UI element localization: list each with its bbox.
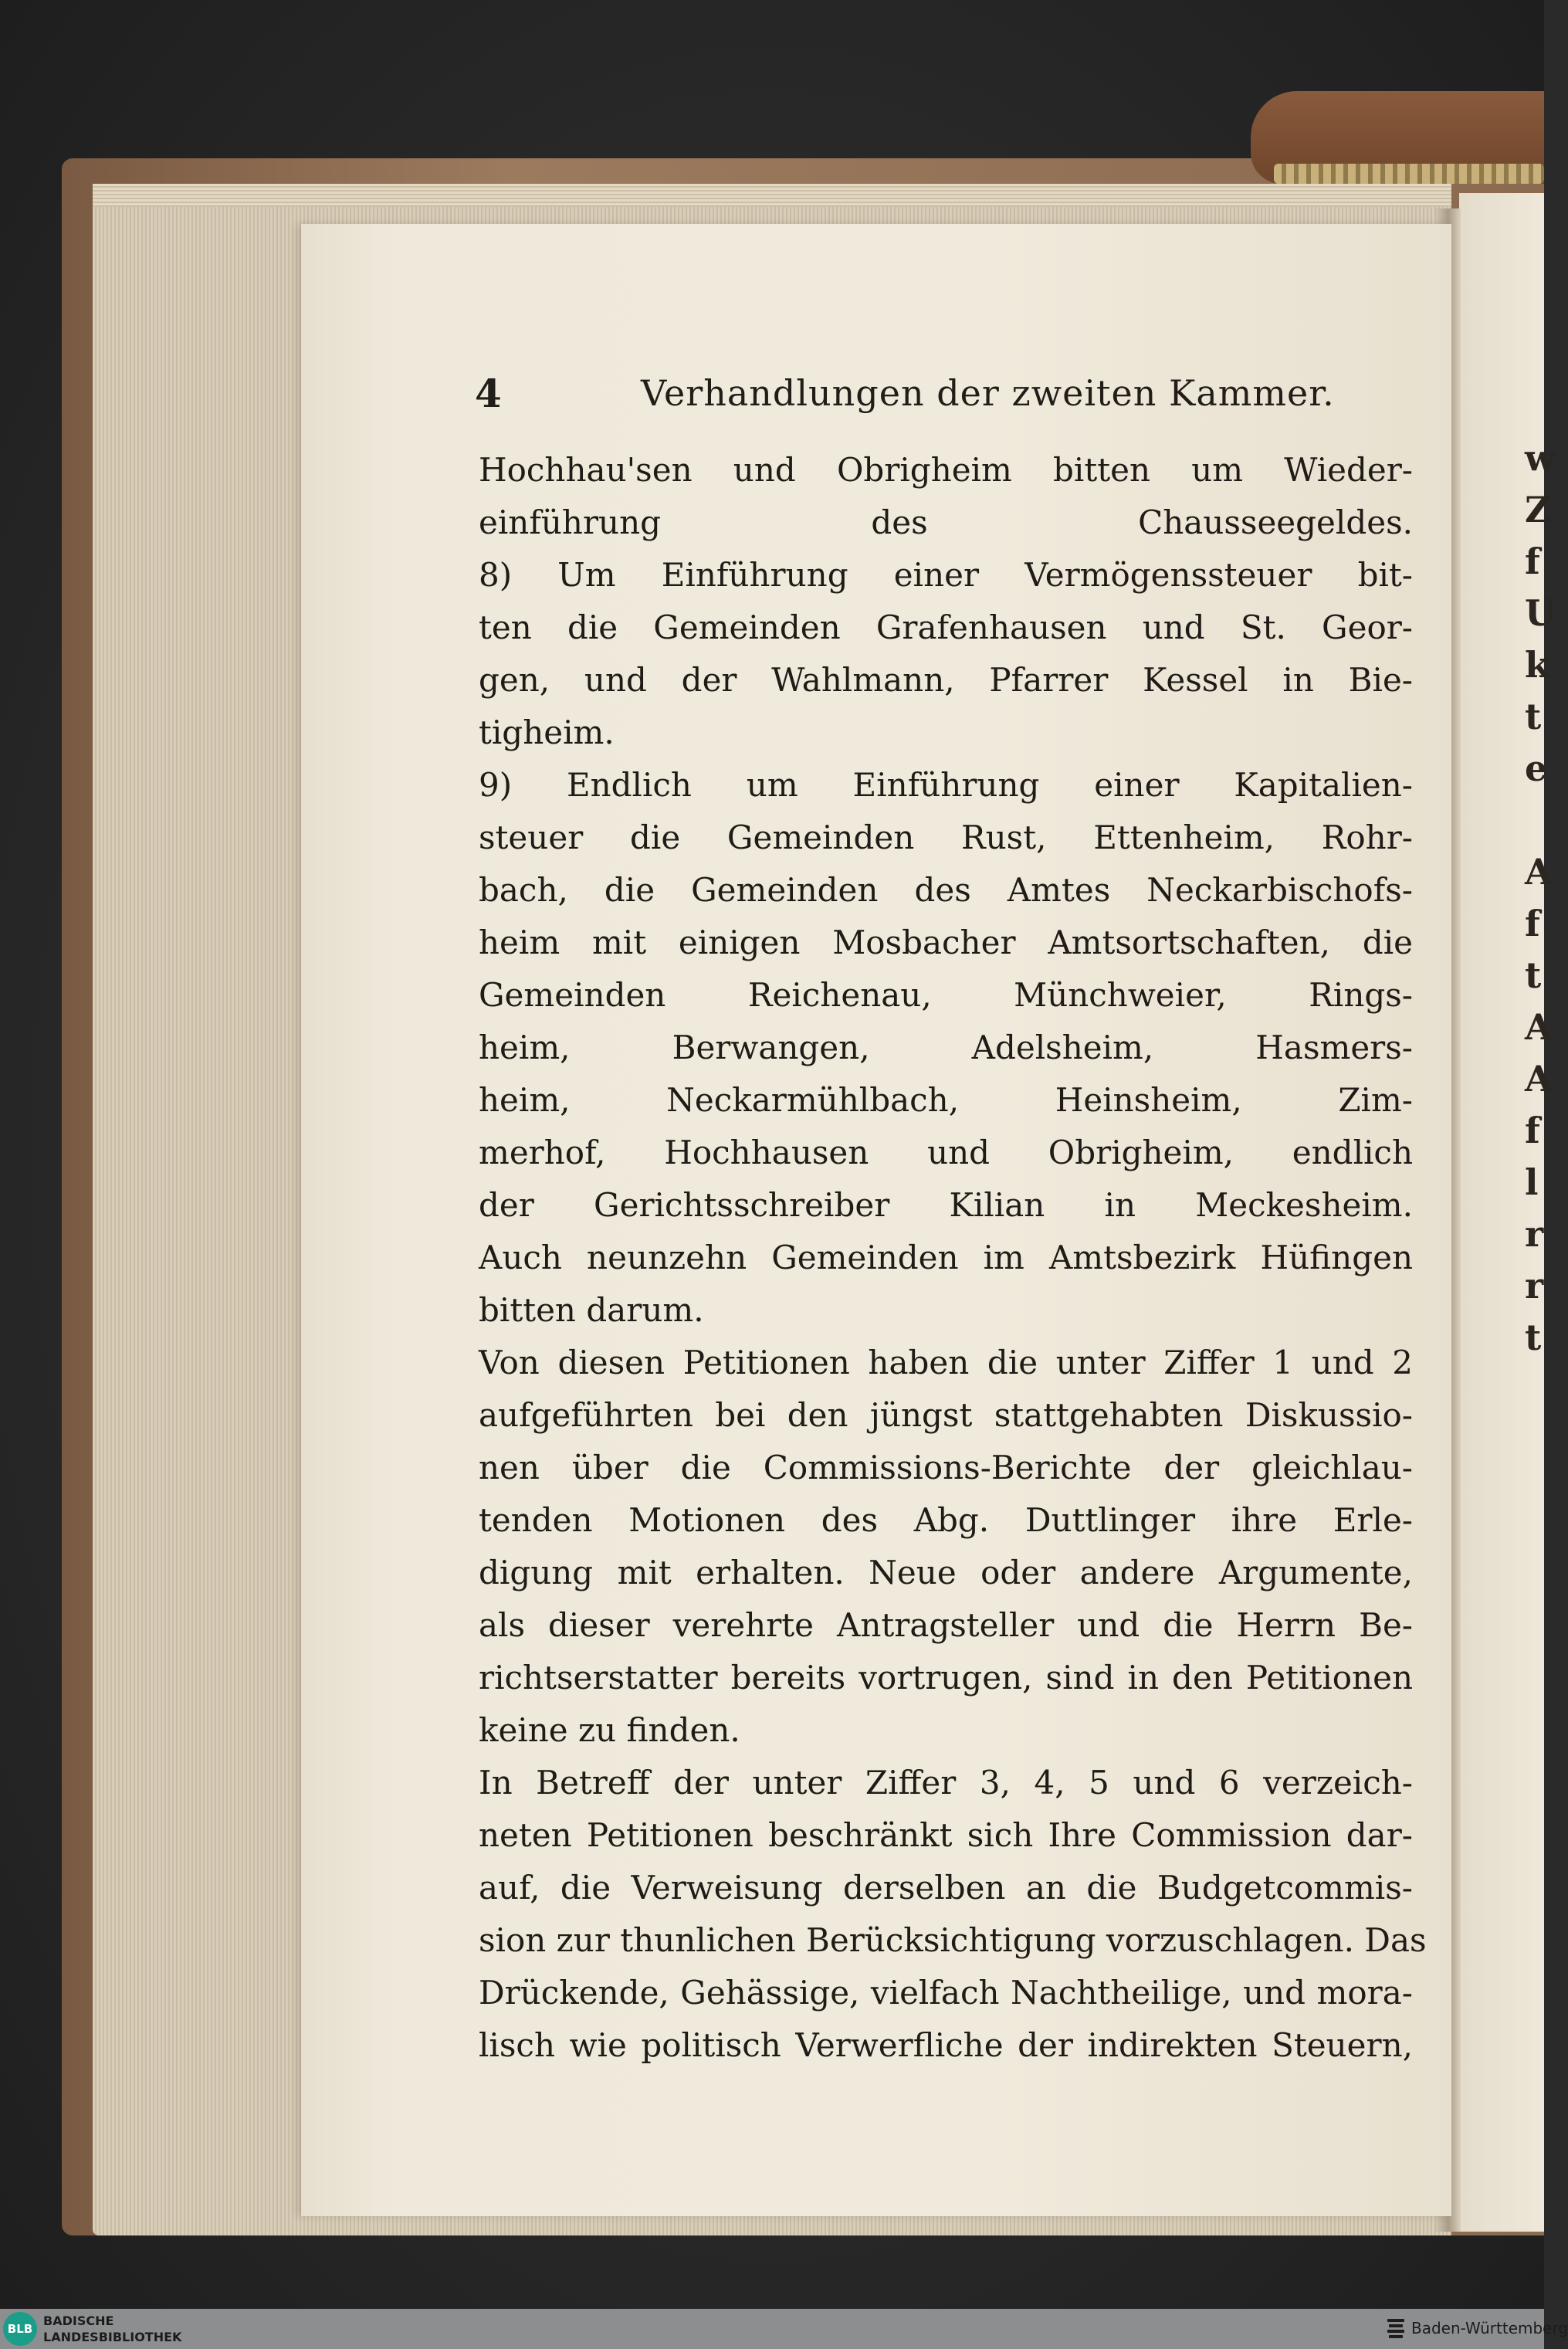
facing-page-fragment: t [1525, 696, 1542, 737]
library-name[interactable] [43, 2313, 181, 2345]
text-line: tigheim. [479, 714, 615, 751]
text-line: der Gerichtsschreiber Kilian in Meckesheim. [479, 1186, 1413, 1224]
facing-page-fragment: A [1525, 1058, 1553, 1100]
text-line: 8) Um Einführung einer Vermögenssteuer bit- [479, 556, 1413, 594]
state-name[interactable]: Baden-Württemberg [1411, 2319, 1568, 2337]
text-line: heim, Neckarmühlbach, Heinsheim, Zim- [479, 1081, 1413, 1119]
facing-page-fragment: Z [1525, 489, 1551, 530]
text-line: Drückende, Gehässige, vielfach Nachtheilige, und mora- [479, 1974, 1413, 2012]
facing-page-fragment: r [1525, 1213, 1544, 1255]
text-line: Gemeinden Reichenau, Münchweier, Rings- [479, 976, 1413, 1014]
headband [1274, 164, 1544, 184]
text-line: digung mit erhalten. Neue oder andere Argumente, [479, 1554, 1413, 1591]
page-header [475, 371, 1409, 425]
library-name-line2: LANDESBIBLIOTHEK [43, 2330, 182, 2344]
text-line: ten die Gemeinden Grafenhausen und St. Geor- [479, 608, 1413, 646]
text-line: In Betreff der unter Ziffer 3, 4, 5 und 6 verzeich- [479, 1764, 1413, 1802]
facing-page-text [1525, 432, 1556, 1364]
text-line: Auch neunzehn Gemeinden im Amtsbezirk Hüfingen [479, 1239, 1413, 1276]
text-line: Von diesen Petitionen haben die unter Ziffer 1 und 2 [479, 1344, 1413, 1381]
facing-page-fragment: t [1525, 1317, 1542, 1358]
text-line: keine zu finden. [479, 1711, 740, 1749]
text-line: lisch wie politisch Verwerfliche der indirekten Steuern, [479, 2026, 1413, 2064]
text-line: heim, Berwangen, Adelsheim, Hasmers- [479, 1029, 1413, 1066]
footer-bar [0, 2309, 1568, 2349]
text-line: merhof, Hochhausen und Obrigheim, endlich [479, 1134, 1413, 1171]
facing-page-fragment: f [1525, 1110, 1540, 1151]
facing-page-fragment [1525, 795, 1544, 846]
baden-wuerttemberg-emblem-icon[interactable] [1386, 2317, 1406, 2341]
facing-page-fragment: r [1525, 1265, 1544, 1307]
text-line: steuer die Gemeinden Rust, Ettenheim, Rohr- [479, 819, 1413, 856]
text-line: sion zur thunlichen Berücksichtigung vorzuschlagen. Das [479, 1921, 1427, 1959]
text-line: bach, die Gemeinden des Amtes Neckarbischofs- [479, 871, 1413, 909]
facing-page-fragment: w [1525, 437, 1556, 479]
page-top-edges [93, 184, 1451, 207]
running-title: Verhandlungen der zweiten Kammer. [641, 372, 1335, 414]
page-body-text [479, 444, 1427, 2072]
text-line: Hochhau'sen und Obrigheim bitten um Wieder- [479, 451, 1413, 489]
text-line: bitten darum. [479, 1291, 704, 1329]
library-name-line1: BADISCHE [43, 2313, 114, 2328]
facing-page-fragment: l [1525, 1161, 1539, 1203]
facing-page-fragment: k [1525, 644, 1549, 686]
text-line: tenden Motionen des Abg. Duttlinger ihre Erle- [479, 1501, 1413, 1539]
facing-page-fragment: A [1525, 1006, 1553, 1048]
facing-page-fragment: A [1525, 851, 1553, 893]
text-line: nen über die Commissions-Berichte der gleichlau- [479, 1449, 1413, 1486]
text-line: aufgeführten bei den jüngst stattgehabten Diskussio- [479, 1396, 1413, 1434]
text-line: auf, die Verweisung derselben an die Budgetcommis- [479, 1869, 1413, 1907]
blb-logo-icon[interactable]: BLB [3, 2312, 37, 2346]
text-line: gen, und der Wahlmann, Pfarrer Kessel in Bie- [479, 661, 1413, 699]
text-line: 9) Endlich um Einführung einer Kapitalien- [479, 766, 1413, 804]
facing-page-fragment: U [1525, 592, 1556, 634]
text-line: richtserstatter bereits vortrugen, sind in den Petitionen [479, 1659, 1413, 1696]
facing-page-fragment: f [1525, 903, 1540, 944]
text-line: heim mit einigen Mosbacher Amtsortschaften, die [479, 924, 1413, 961]
text-line: neten Petitionen beschränkt sich Ihre Commission dar- [479, 1816, 1413, 1854]
text-line: als dieser verehrte Antragsteller und die Herrn Be- [479, 1606, 1413, 1644]
page-number: 4 [475, 371, 502, 416]
facing-page-fragment: f [1525, 541, 1540, 582]
facing-page-fragment: e [1525, 747, 1548, 789]
text-line: einführung des Chausseegeldes. [479, 503, 1413, 541]
facing-page-fragment: t [1525, 954, 1542, 996]
